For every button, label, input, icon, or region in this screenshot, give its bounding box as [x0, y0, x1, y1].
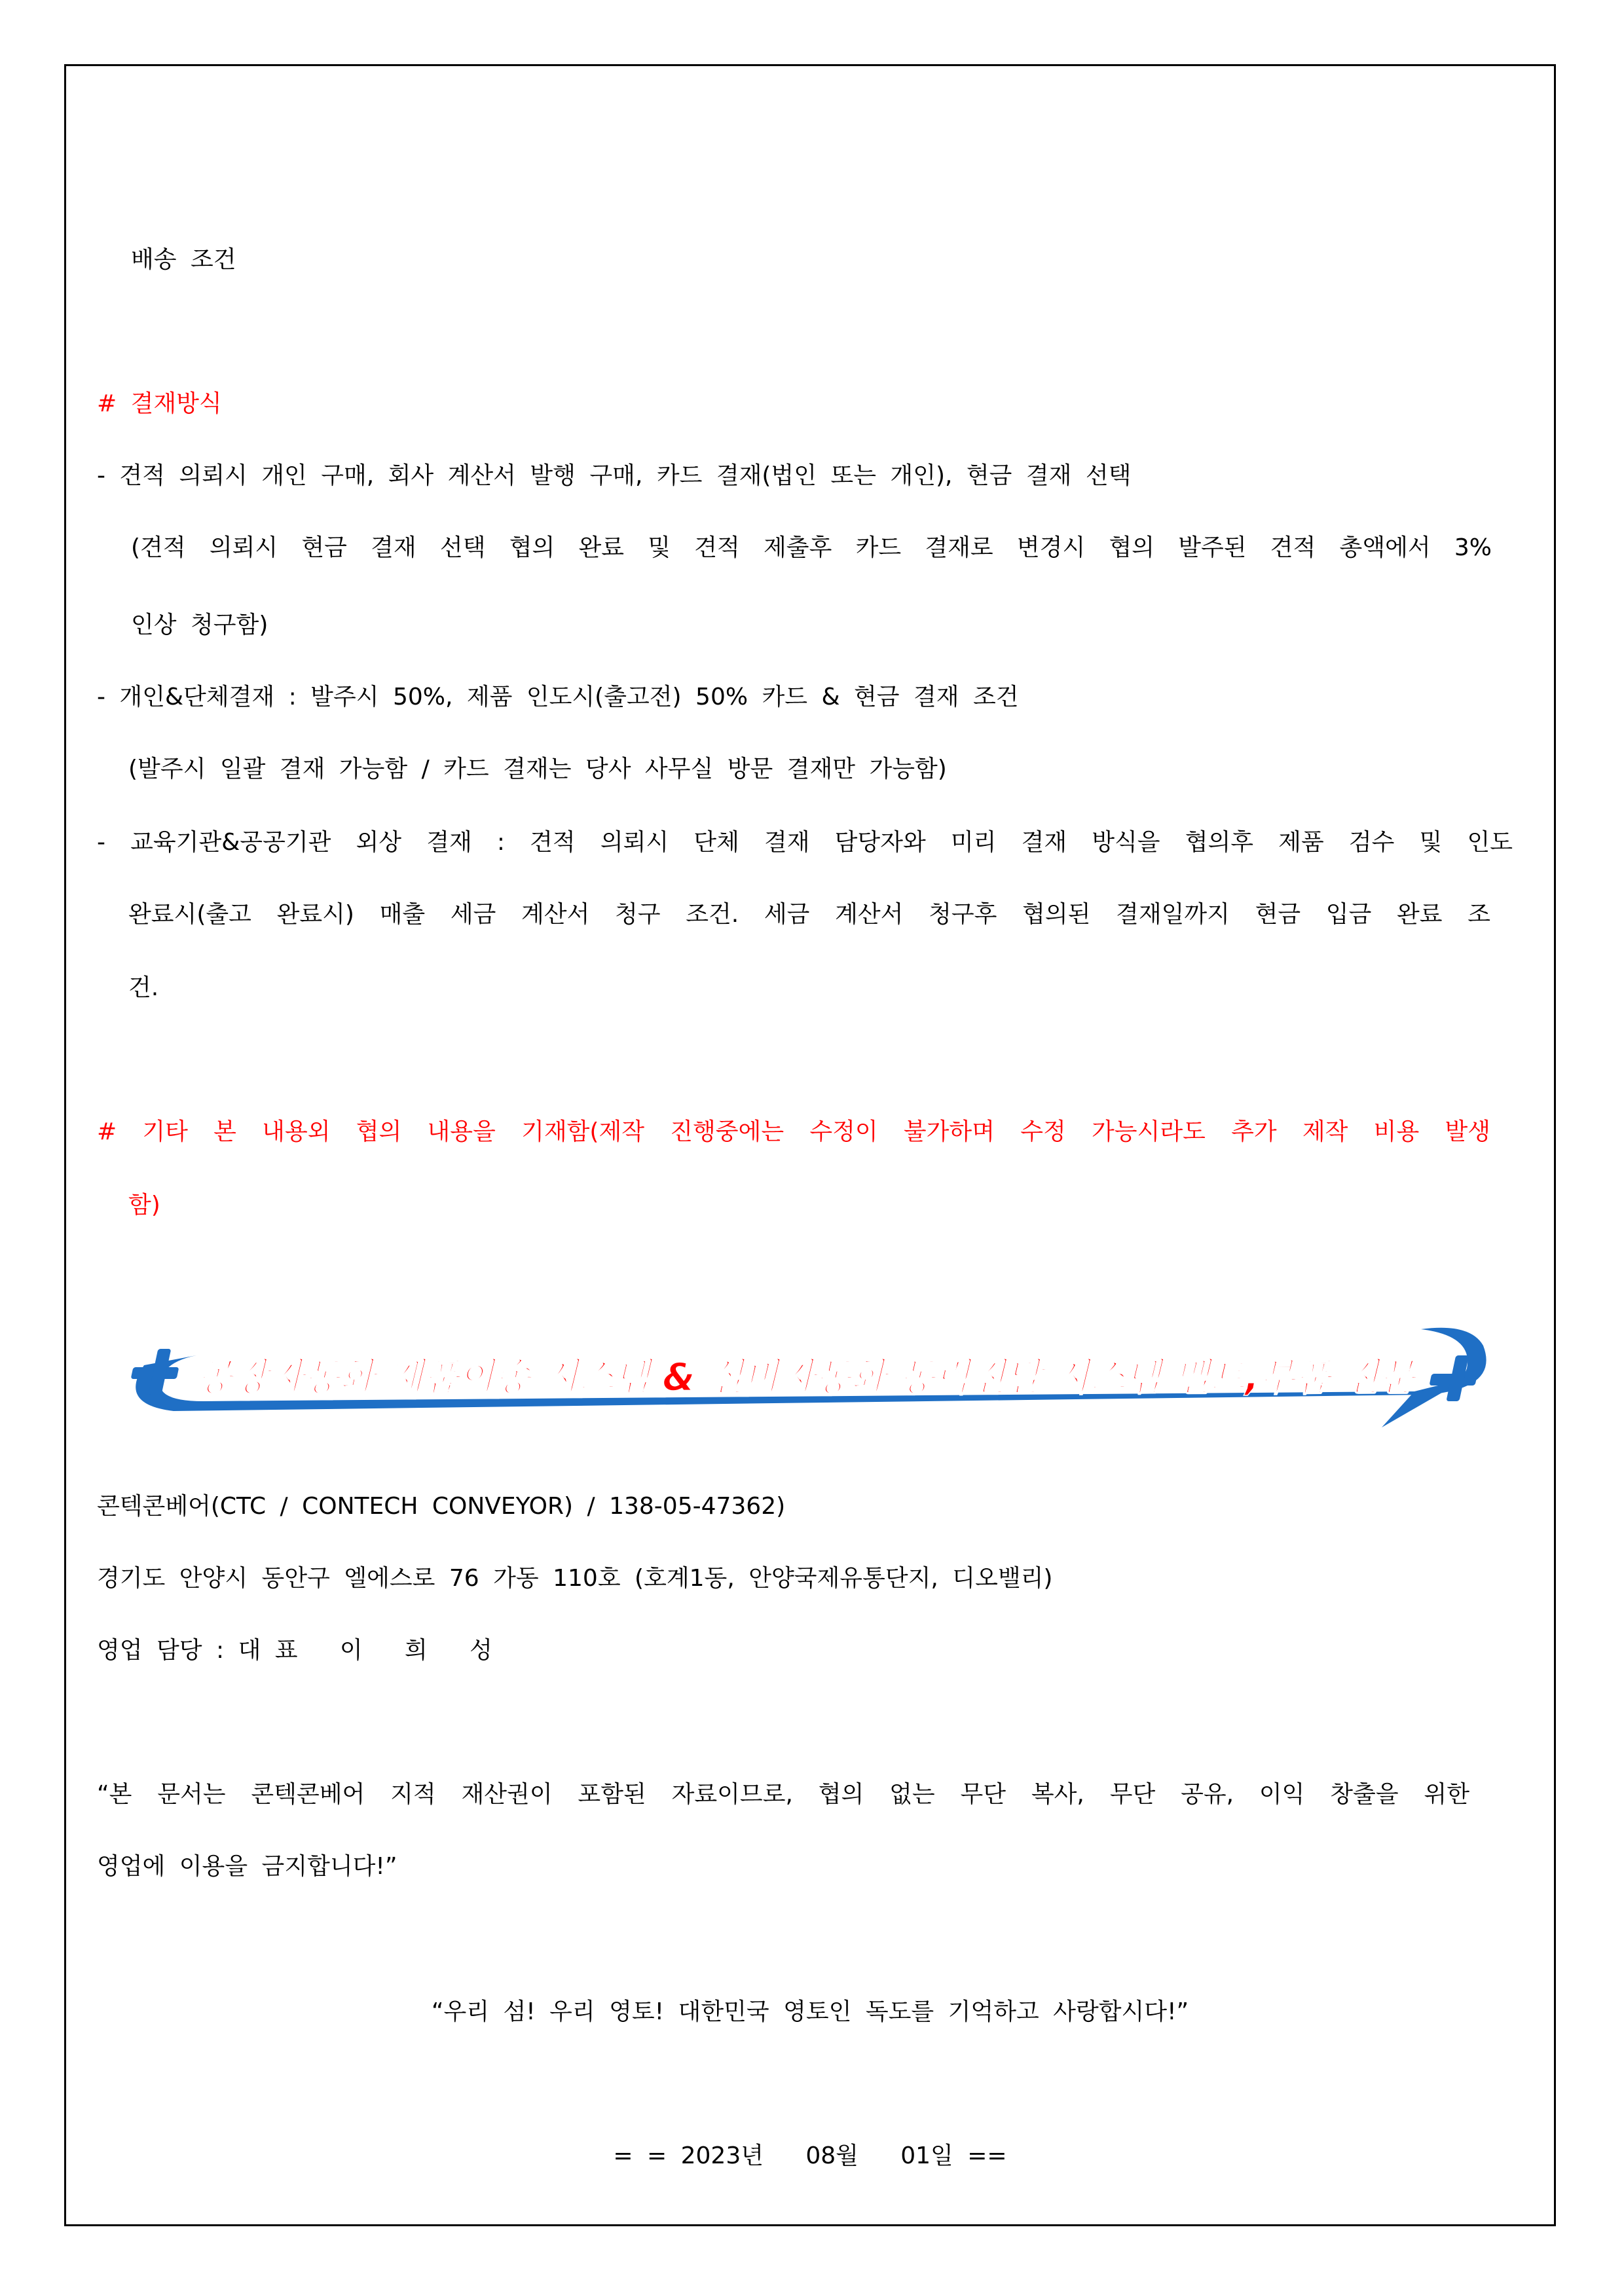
payment-bullet-1-note-cont: 인상 청구함)	[131, 612, 268, 638]
banner-text: 공장자동화 제품이송 시스템 & 설비자동화 동력전달 시스템 벨트,부품 전문	[196, 1355, 1418, 1399]
sales-contact: 영업 담당 : 대 표 이 희 성	[97, 1637, 492, 1664]
section-title: 배송 조건	[131, 246, 236, 273]
company-banner	[98, 1316, 1513, 1454]
document-date: = = 2023년 08월 01일 ==	[613, 2142, 1007, 2169]
payment-bullet-3: - 교육기관&공공기관 외상 결재 : 견적 의뢰시 단체 결재 담당자와 미리 결재 방식을 협의후 제품 검수 및 인도	[97, 829, 1513, 856]
company-address: 경기도 안양시 동안구 엘에스로 76 가동 110호 (호계1동, 안양국제유통단지, 디오밸리)	[97, 1565, 1053, 1592]
payment-heading: # 결재방식	[97, 390, 222, 417]
slogan: “우리 섬! 우리 영토! 대한민국 영토인 독도를 기억하고 사랑합시다!”	[431, 1998, 1189, 2025]
payment-bullet-1-note: (견적 의뢰시 현금 결재 선택 협의 완료 및 견적 제출후 카드 결재로 변경시 협의 발주된 견적 총액에서 3%	[131, 534, 1492, 561]
company-name: 콘텍콘베어(CTC / CONTECH CONVEYOR) / 138-05-47362)	[97, 1493, 786, 1520]
copyright-notice: “본 문서는 콘텍콘베어 지적 재산권이 포함된 자료이므로, 협의 없는 무단 복사, 무단 공유, 이익 창출을 위한	[97, 1781, 1469, 1808]
copyright-notice-cont: 영업에 이용을 금지합니다!”	[97, 1853, 397, 1880]
payment-bullet-1: - 견적 의뢰시 개인 구매, 회사 계산서 발행 구매, 카드 결재(법인 또는 개인), 현금 결재 선택	[97, 462, 1132, 489]
payment-bullet-2-note: (발주시 일괄 결재 가능함 / 카드 결재는 당사 사무실 방문 결재만 가능함)	[128, 756, 947, 782]
other-notice-cont: 함)	[128, 1192, 160, 1219]
banner-swoosh	[98, 1316, 1513, 1454]
payment-bullet-3-end: 건.	[128, 974, 159, 1001]
payment-bullet-2: - 개인&단체결재 : 발주시 50%, 제품 인도시(출고전) 50% 카드 & 현금 결재 조건	[97, 684, 1019, 710]
payment-bullet-3-cont: 완료시(출고 완료시) 매출 세금 계산서 청구 조건. 세금 계산서 청구후 협의된 결재일까지 현금 입금 완료 조	[128, 901, 1490, 928]
other-notice: # 기타 본 내용외 협의 내용을 기재함(제작 진행중에는 수정이 불가하며 수정 가능시라도 추가 제작 비용 발생	[97, 1118, 1490, 1145]
